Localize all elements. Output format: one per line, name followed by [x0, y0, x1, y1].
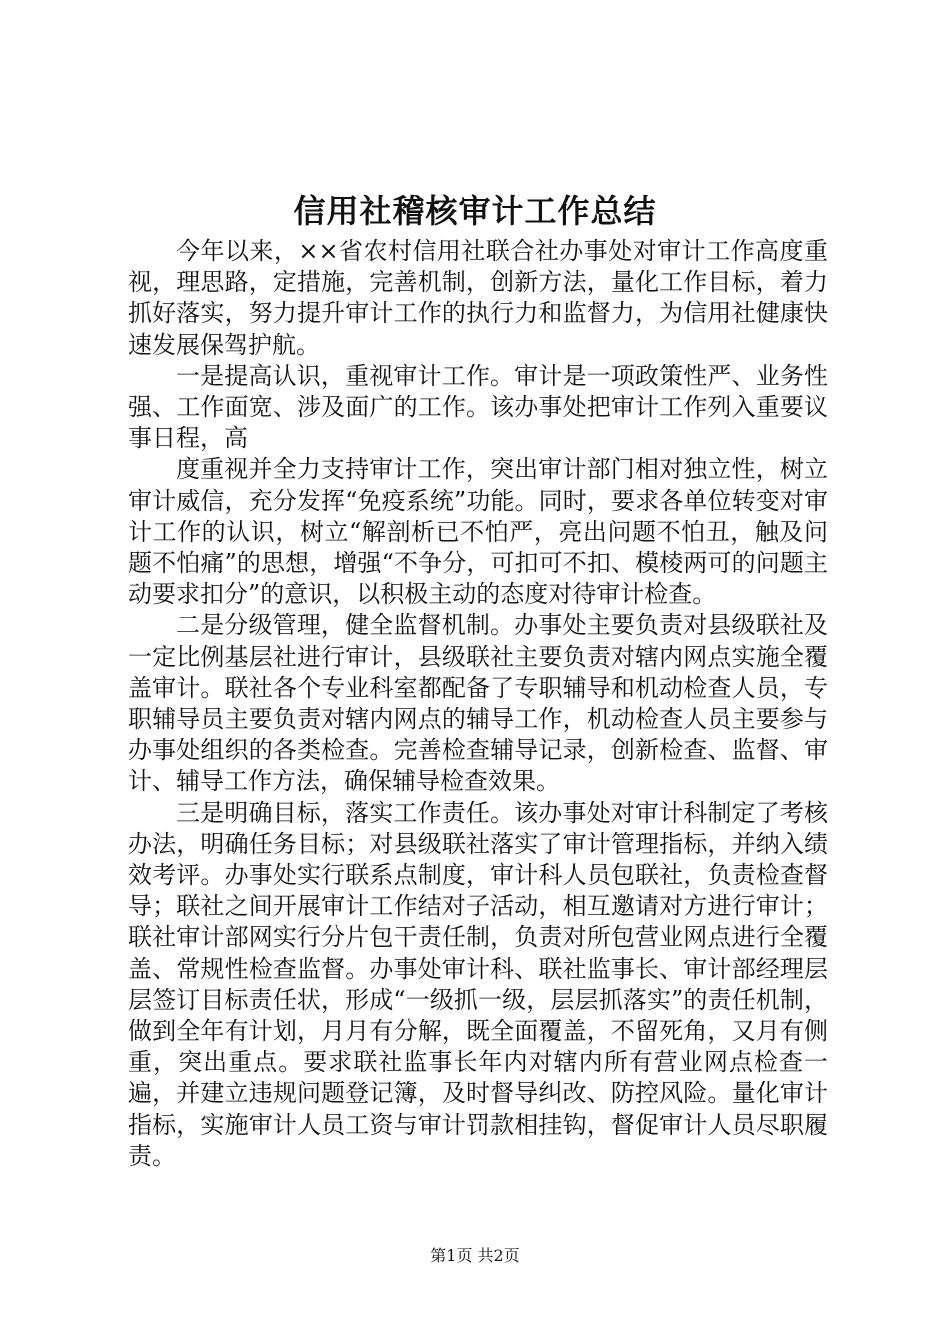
document-title: 信用社稽核审计工作总结: [293, 192, 657, 230]
paragraph-point-two: 二是分级管理，健全监督机制。办事处主要负责对县级联社及一定比例基层社进行审计，县级联社主要负责对辖内网点实施全覆盖审计。联社各个专业科室都配备了专职辅导和机动检查人员，专职辅导员主要负责对辖内网点的辅导工作，机动检查人员主要参与办事处组织的各类检查。完善检查辅导记录，创新检查、监督、审计、辅导工作方法，确保辅导检查效果。: [128, 611, 828, 796]
paragraph-intro: 今年以来，××省农村信用社联合社办事处对审计工作高度重视，理思路，定措施，完善机制，创新方法，量化工作目标，着力抓好落实，努力提升审计工作的执行力和监督力，为信用社健康快速发展保驾护航。: [128, 237, 828, 359]
paragraph-point-three: 三是明确目标，落实工作责任。该办事处对审计科制定了考核办法，明确任务目标；对县级联社落实了审计管理指标，并纳入绩效考评。办事处实行联系点制度，审计科人员包联社，负责检查督导；联社之间开展审计工作结对子活动，相互邀请对方进行审计；联社审计部网实行分片包干责任制，负责对所包营业网点进行全覆盖、常规性检查监督。办事处审计科、联社监事长、审计部经理层层签订目标责任状，形成“一级抓一级，层层抓落实”的责任机制，做到全年有计划，月月有分解，既全面覆盖，不留死角，又月有侧重，突出重点。要求联社监事长年内对辖内所有营业网点检查一遍，并建立违规问题登记簿，及时督导纠改、防控风险。量化审计指标，实施审计人员工资与审计罚款相挂钩，督促审计人员尽职履责。: [128, 798, 828, 1170]
paragraph-point-one: 一是提高认识，重视审计工作。审计是一项政策性严、业务性强、工作面宽、涉及面广的工作。该办事处把审计工作列入重要议事日程，高: [128, 361, 828, 453]
page-number-footer: 第1页 共2页: [430, 1246, 520, 1265]
paragraph-point-one-continued: 度重视并全力支持审计工作，突出审计部门相对独立性，树立审计威信，充分发挥“免疫系统”功能。同时，要求各单位转变对审计工作的认识，树立“解剖析已不怕严，亮出问题不怕丑，触及问题不怕痛”的思想，增强“不争分，可扣可不扣、模棱两可的问题主动要求扣分”的意识，以积极主动的态度对待审计检查。: [128, 455, 828, 609]
document-body: [128, 236, 828, 1172]
